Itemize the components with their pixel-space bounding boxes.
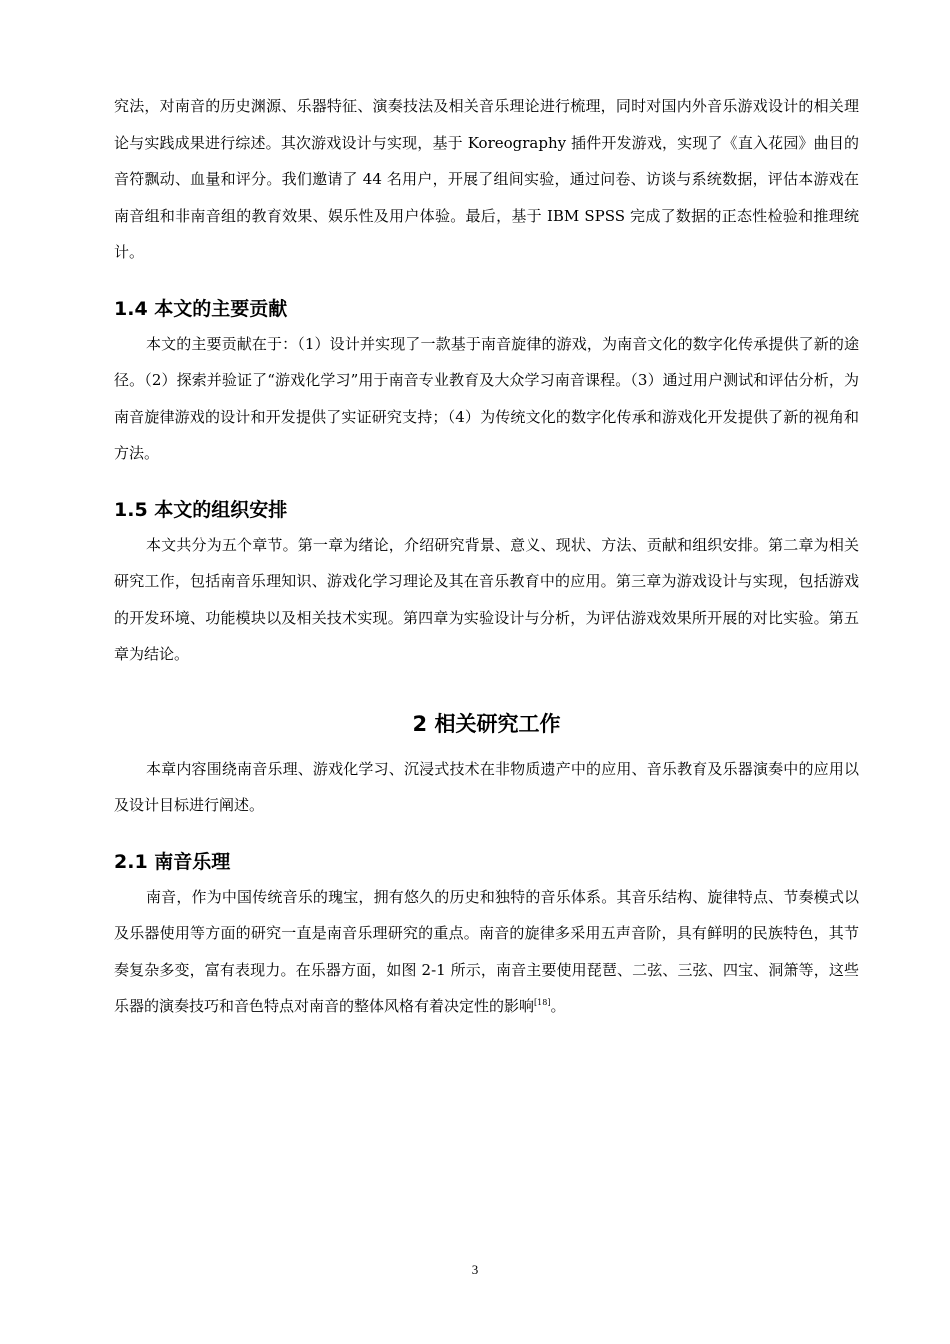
section-heading-1-4: 1.4 本文的主要贡献: [114, 297, 288, 320]
chapter-title: 2 相关研究工作: [412, 711, 561, 736]
section-heading-1-5: 1.5 本文的组织安排: [114, 498, 288, 521]
section-heading-2-1: 2.1 南音乐理: [114, 850, 231, 873]
section-1-4-paragraph: 本文的主要贡献在于：（1）设计并实现了一款基于南音旋律的游戏，为南音文化的数字化传承提供了新的途径。（2）探索并验证了“游戏化学习”用于南音专业教育及大众学习南音课程。（3）通过用户测试和评估分析，为南音旋律游戏的设计和开发提供了实证研究支持；（4）为传统文化的数字化传承和游戏化开发提供了新的视角和方法。: [114, 334, 859, 462]
paragraph-end-punctuation: 。: [550, 997, 566, 1015]
intro-paragraph: 究法，对南音的历史渊源、乐器特征、演奏技法及相关音乐理论进行梳理，同时对国内外音乐游戏设计的相关理论与实践成果进行综述。其次游戏设计与实现，基于 Koreography 插件开发游戏，实现了《直入花园》曲目的音符飘动、血量和评分。我们邀请了 44 名用户，开展了组间实验，通过问卷、访谈与系统数据，评估本游戏在南音组和非南音组的教育效果、娱乐性及用户体验。最后，基于 IBM SPSS 完成了数据的正态性检验和推理统计。: [114, 97, 859, 261]
section-2-1-text: 南音，作为中国传统音乐的瑰宝，拥有悠久的历史和独特的音乐体系。其音乐结构、旋律特点、节奏模式以及乐器使用等方面的研究一直是南音乐理研究的重点。南音的旋律多采用五声音阶，具有鲜明的民族特色，其节奏复杂多变，富有表现力。在乐器方面，如图 2-1 所示，南音主要使用琵琶、二弦、三弦、四宝、洞箫等，这些乐器的演奏技巧和音色特点对南音的整体风格有着决定性的影响: [114, 887, 859, 1015]
section-1-5-paragraph: 本文共分为五个章节。第一章为绪论，介绍研究背景、意义、现状、方法、贡献和组织安排。第二章为相关研究工作，包括南音乐理知识、游戏化学习理论及其在音乐教育中的应用。第三章为游戏设计与实现，包括游戏的开发环境、功能模块以及相关技术实现。第四章为实验设计与分析，为评估游戏效果所开展的对比实验。第五章为结论。: [114, 535, 859, 663]
section-2-1-paragraph: [114, 879, 859, 1025]
chapter-2-intro-paragraph: 本章内容围绕南音乐理、游戏化学习、沉浸式技术在非物质遗产中的应用、音乐教育及乐器演奏中的应用以及设计目标进行阐述。: [114, 759, 859, 814]
document-page: [114, 88, 859, 1025]
citation-reference: [18]: [534, 998, 551, 1007]
page-number: 3: [471, 1262, 479, 1277]
